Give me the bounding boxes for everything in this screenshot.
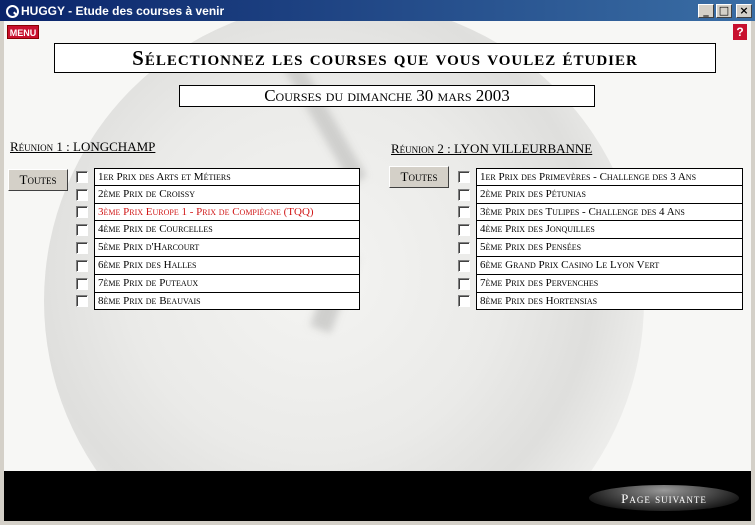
race-row[interactable]: [458, 168, 743, 186]
page-title: Sélectionnez les courses que vous voulez étudier: [54, 43, 716, 73]
race-row[interactable]: [76, 239, 360, 257]
race-label[interactable]: 6ème Grand Prix Casino Le Lyon Vert: [476, 257, 743, 275]
race-label-highlighted[interactable]: 3ème Prix Europe 1 - Prix de Compiègne (TQQ): [94, 204, 360, 222]
race-row[interactable]: [458, 221, 743, 239]
race-label[interactable]: 6ème Prix des Halles: [94, 257, 360, 275]
main-content: [4, 21, 751, 471]
reunion-1-title: Réunion 1 : LONGCHAMP: [10, 139, 156, 154]
window-frame-bottom: [0, 521, 755, 525]
race-checkbox[interactable]: [76, 242, 88, 254]
maximize-button[interactable]: □: [716, 4, 732, 18]
footer-bar: [4, 471, 751, 521]
race-label[interactable]: 8ème Prix des Hortensias: [476, 293, 743, 311]
race-checkbox[interactable]: [458, 242, 470, 254]
race-row[interactable]: [76, 168, 360, 186]
minimize-button[interactable]: _: [698, 4, 714, 18]
race-row[interactable]: [458, 204, 743, 222]
race-row[interactable]: [458, 239, 743, 257]
reunion-2-race-list: [458, 168, 743, 310]
race-checkbox[interactable]: [76, 206, 88, 218]
race-row[interactable]: [76, 257, 360, 275]
race-label[interactable]: 5ème Prix d'Harcourt: [94, 239, 360, 257]
race-label[interactable]: 5ème Prix des Pensées: [476, 239, 743, 257]
race-label[interactable]: 8ème Prix de Beauvais: [94, 293, 360, 311]
window-title: HUGGY - Etude des courses à venir: [21, 3, 225, 18]
help-button[interactable]: ?: [733, 24, 747, 40]
race-checkbox[interactable]: [76, 189, 88, 201]
race-row[interactable]: [76, 186, 360, 204]
race-checkbox[interactable]: [76, 278, 88, 290]
race-row[interactable]: [458, 275, 743, 293]
race-checkbox[interactable]: [458, 171, 470, 183]
race-label[interactable]: 7ème Prix des Pervenches: [476, 275, 743, 293]
race-checkbox[interactable]: [458, 206, 470, 218]
window-title-bar[interactable]: [0, 0, 755, 21]
race-checkbox[interactable]: [76, 171, 88, 183]
race-checkbox[interactable]: [76, 260, 88, 272]
reunion-1-race-list: [76, 168, 360, 310]
race-label[interactable]: 4ème Prix des Jonquilles: [476, 221, 743, 239]
menu-button[interactable]: MENU: [7, 25, 39, 39]
race-checkbox[interactable]: [76, 224, 88, 236]
race-checkbox[interactable]: [458, 295, 470, 307]
race-checkbox[interactable]: [76, 295, 88, 307]
race-row[interactable]: [76, 275, 360, 293]
race-label[interactable]: 2ème Prix des Pétunias: [476, 186, 743, 204]
race-label[interactable]: 4ème Prix de Courcelles: [94, 221, 360, 239]
race-row[interactable]: [76, 221, 360, 239]
next-page-button[interactable]: Page suivante: [589, 485, 739, 511]
race-date-title: Courses du dimanche 30 mars 2003: [179, 85, 595, 107]
race-checkbox[interactable]: [458, 278, 470, 290]
race-label[interactable]: 3ème Prix des Tulipes - Challenge des 4 Ans: [476, 204, 743, 222]
race-row[interactable]: [458, 257, 743, 275]
race-row[interactable]: [76, 204, 360, 222]
close-button[interactable]: ×: [736, 4, 752, 18]
race-checkbox[interactable]: [458, 189, 470, 201]
race-row[interactable]: [458, 293, 743, 311]
reunion-2-title: Réunion 2 : LYON VILLEURBANNE: [391, 141, 593, 156]
race-row[interactable]: [76, 293, 360, 311]
race-checkbox[interactable]: [458, 260, 470, 272]
select-all-reunion-1-button[interactable]: Toutes: [8, 169, 68, 191]
race-label[interactable]: 2ème Prix de Croissy: [94, 186, 360, 204]
app-logo-icon: [3, 3, 19, 19]
race-row[interactable]: [458, 186, 743, 204]
race-checkbox[interactable]: [458, 224, 470, 236]
race-label[interactable]: 1er Prix des Arts et Métiers: [94, 168, 360, 186]
select-all-reunion-2-button[interactable]: Toutes: [389, 166, 449, 188]
race-label[interactable]: 1er Prix des Primevères - Challenge des 3 Ans: [476, 168, 743, 186]
race-label[interactable]: 7ème Prix de Puteaux: [94, 275, 360, 293]
